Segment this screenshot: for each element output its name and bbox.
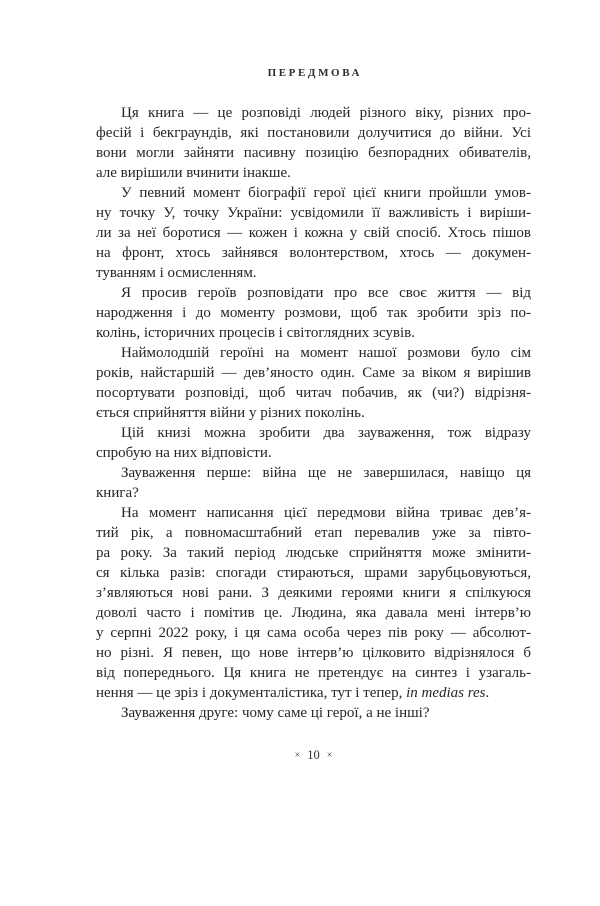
text-line: У певний момент біографії герої цієї книги пройшли умов- xyxy=(121,185,531,201)
text-line: але вирішили вчинити інакше. xyxy=(96,165,291,181)
paragraph xyxy=(96,283,531,343)
text-line: Ця книга — це розповіді людей різного віку, різних про- xyxy=(121,105,531,121)
text-line: Зауваження друге: чому саме ці герої, а не інші? xyxy=(121,705,430,721)
book-page xyxy=(96,66,531,763)
text-line: вони могли зайняти пасивну позицію безпорадних обивателів, xyxy=(96,145,531,161)
body-text xyxy=(96,103,531,723)
page-number: 10 xyxy=(307,748,320,762)
text-line: Зауваження перше: війна ще не завершилася, навіщо ця xyxy=(121,465,531,481)
text-line: років, найстаршій — дев’яносто один. Саме за віком я вирішив xyxy=(96,365,531,381)
paragraph xyxy=(96,103,531,183)
text-line: ся кілька разів: спогади стираються, шрами зарубцьовуються, xyxy=(96,565,531,581)
text-line: На момент написання цієї передмови війна триває дев’я- xyxy=(121,505,531,521)
paragraph xyxy=(96,343,531,423)
page-footer xyxy=(96,748,531,763)
folio-marker-left: × xyxy=(294,750,301,761)
text-line: книга? xyxy=(96,485,139,501)
paragraph xyxy=(96,703,531,723)
text-line: ну точку У, точку України: усвідомили її важливість і виріши- xyxy=(96,205,531,221)
folio-marker-right: × xyxy=(326,750,333,761)
text-line: ли за неї боротися — кожен і кожна у свій спосіб. Хтось пішов xyxy=(96,225,531,241)
text-line: колінь, історичних процесів і світоглядних зсувів. xyxy=(96,325,416,341)
text-line: від попереднього. Ця книга не претендує на синтез і узагаль- xyxy=(96,665,531,681)
chapter-heading: ПЕРЕДМОВА xyxy=(267,67,363,79)
text-line: Я просив героїв розповідати про все своє життя — від xyxy=(121,285,531,301)
text-line: фесій і бекграундів, які постановили долучитися до війни. Усі xyxy=(96,125,531,141)
paragraph xyxy=(96,463,531,503)
latin-italic-phrase: in medias res xyxy=(406,685,486,701)
text-line: народження і до моменту розмови, щоб так зробити зріз по- xyxy=(96,305,531,321)
text-line: но різні. Я певен, що нове інтерв’ю цілковито відрізнялося б xyxy=(96,645,531,661)
text-line: спробую на них відповісти. xyxy=(96,445,272,461)
paragraph xyxy=(96,183,531,283)
text-line: ра року. За такий період людське сприйняття може змінити- xyxy=(96,545,531,561)
text-line: на фронт, хтось зайнявся волонтерством, хтось — докумен- xyxy=(96,245,531,261)
text-line: Наймолодшій героїні на момент нашої розмови було сім xyxy=(121,345,531,361)
text-line: доволі часто і помітив це. Людина, яка давала мені інтерв’ю xyxy=(96,605,531,621)
text-line: Цій книзі можна зробити два зауваження, тож відразу xyxy=(121,425,531,441)
text-line: посортувати розповіді, щоб читач побачив, як (чи?) відрізня- xyxy=(96,385,531,401)
text-segment: . xyxy=(485,685,490,701)
text-line: туванням і осмисленням. xyxy=(96,265,257,281)
paragraph xyxy=(96,503,531,703)
text-line: з’являються нові рани. З деякими героями книги я спілкуюся xyxy=(96,585,531,601)
paragraph xyxy=(96,423,531,463)
text-line: у серпні 2022 року, і ця сама особа через пів року — абсолют- xyxy=(96,625,531,641)
text-segment: нення — це зріз і документалістика, тут і тепер, xyxy=(96,685,407,701)
text-line: ється сприйняття війни у різних поколінь. xyxy=(96,405,365,421)
text-line: тий рік, а повномасштабний етап перевалив уже за півто- xyxy=(96,525,531,541)
text-line xyxy=(96,683,531,703)
